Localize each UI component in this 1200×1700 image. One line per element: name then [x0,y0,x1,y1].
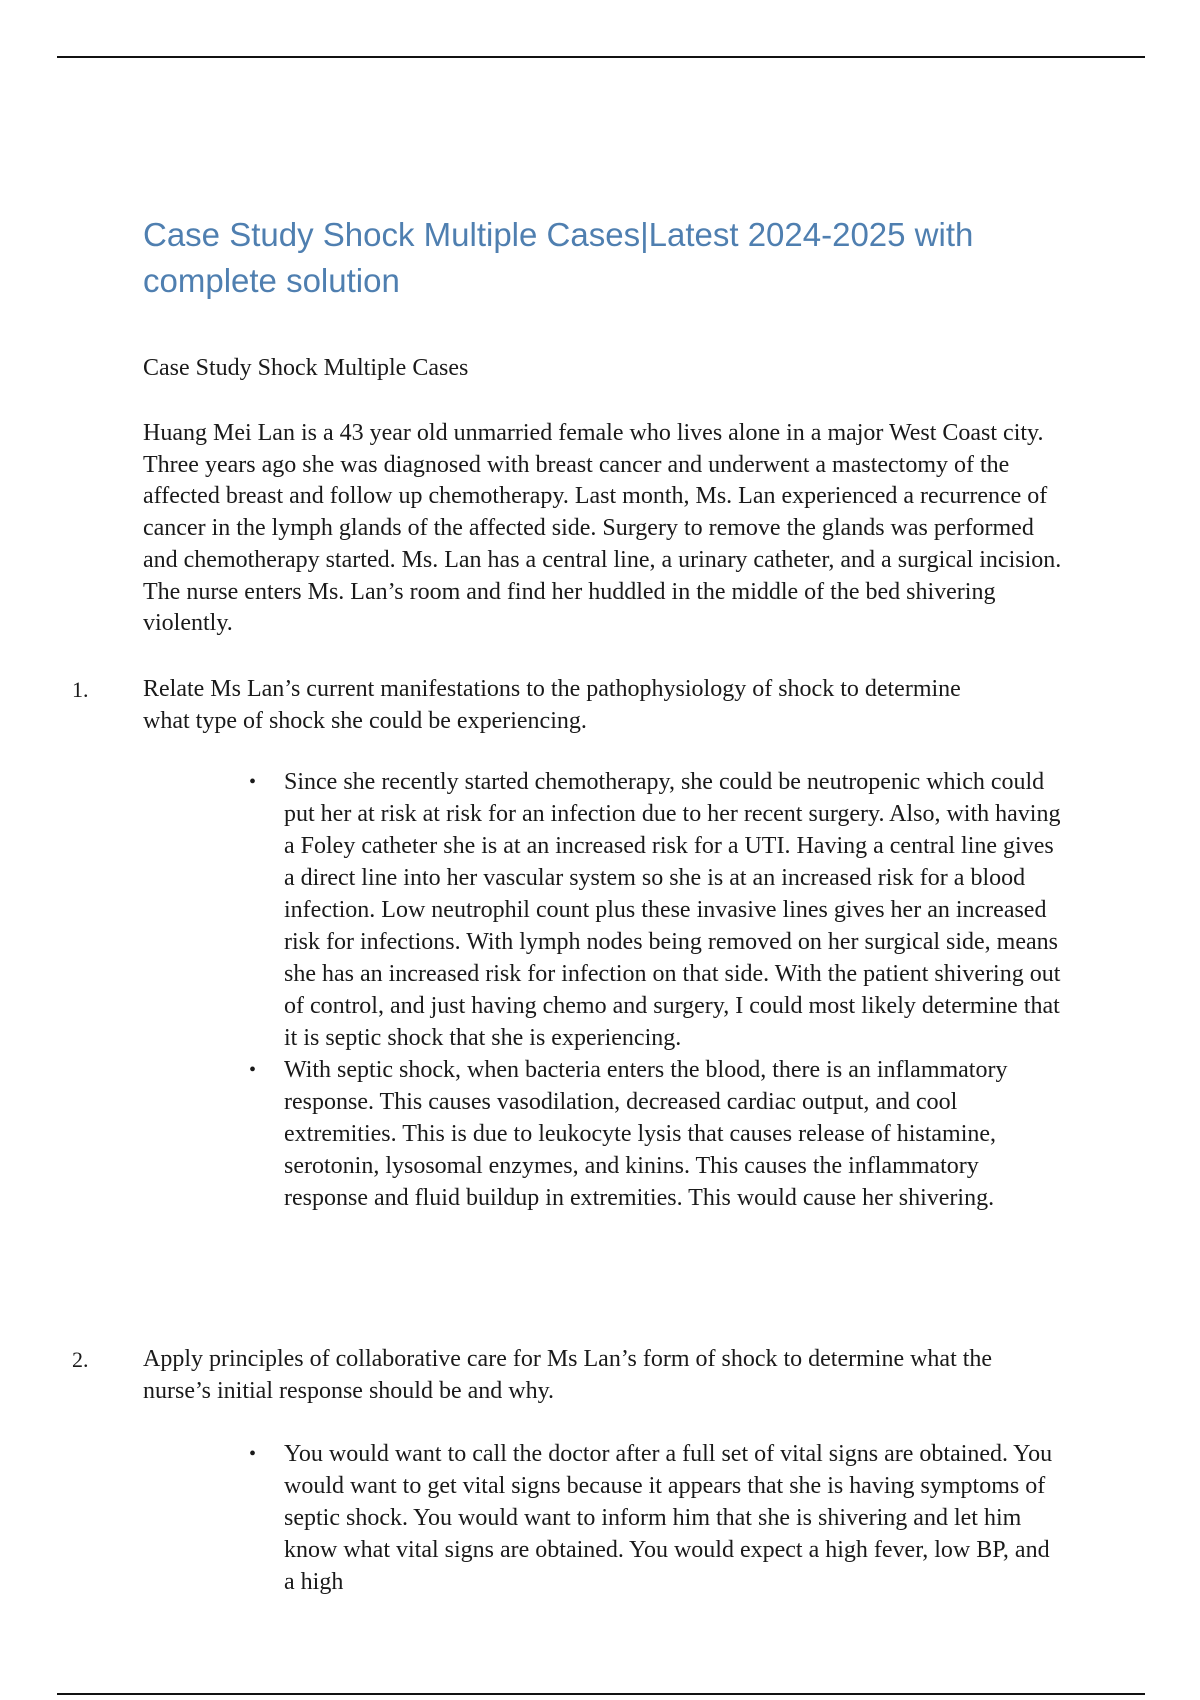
question-text: Relate Ms Lan’s current manifestations to the pathophysiology of shock to determine what type of shock she could be experiencing. [143,676,961,734]
question-number: 2. [72,1347,89,1372]
question-number: 1. [72,677,89,702]
question-text: Apply principles of collaborative care for Ms Lan’s form of shock to determine what the nurse’s initial response should be and why. [143,1346,993,1404]
answer-bullet [245,1054,1065,1214]
answer-list [245,1438,1065,1598]
answer-bullet [245,1438,1065,1598]
footer-rule [57,1693,1145,1695]
document-title: Case Study Shock Multiple Cases|Latest 2024-2025 with complete solution [143,216,974,299]
header-rule [57,56,1145,58]
answer-bullet [245,766,1065,1054]
bullet-icon: • [249,1443,257,1465]
answer-text: Since she recently started chemotherapy, she could be neutropenic which could put her at risk at risk for an infection due to her recent surgery. Also, with having a Foley catheter she is at an increased risk for a UTI. Having a central line gives a direct line into her vascular system so she is at an increased risk for a blood infection. Low neutrophil count plus these invasive lines gives her an increased risk for infections. With lymph nodes being removed on her surgical side, means she has an increased risk for infection on that side. With the patient shivering out of control, and just having chemo and surgery, I could most likely determine that it is septic shock that she is experiencing. [284,769,1061,1051]
document-subtitle: Case Study Shock Multiple Cases [143,355,469,381]
case-intro-paragraph: Huang Mei Lan is a 43 year old unmarried female who lives alone in a major West Coast city. Three years ago she was diagnosed with breast cancer and underwent a mastectomy of the affected breast and follow up chemotherapy. Last month, Ms. Lan experienced a recurrence of cancer in the lymph glands of the affected side. Surgery to remove the glands was performed and chemotherapy started. Ms. Lan has a central line, a urinary catheter, and a surgical incision. The nurse enters Ms. Lan’s room and find her huddled in the middle of the bed shivering violently. [143,420,1062,637]
answer-text: You would want to call the doctor after a full set of vital signs are obtained. You would want to get vital signs because it appears that she is having symptoms of septic shock. You would want to inform him that she is shivering and let him know what vital signs are obtained. You would expect a high fever, low BP, and a high [284,1441,1053,1595]
answer-text: With septic shock, when bacteria enters the blood, there is an inflammatory response. This causes vasodilation, decreased cardiac output, and cool extremities. This is due to leukocyte lysis that causes release of histamine, serotonin, lysosomal enzymes, and kinins. This causes the inflammatory response and fluid buildup in extremities. This would cause her shivering. [284,1057,1008,1211]
answer-list [245,766,1065,1214]
bullet-icon: • [249,1059,257,1081]
bullet-icon: • [249,771,257,793]
